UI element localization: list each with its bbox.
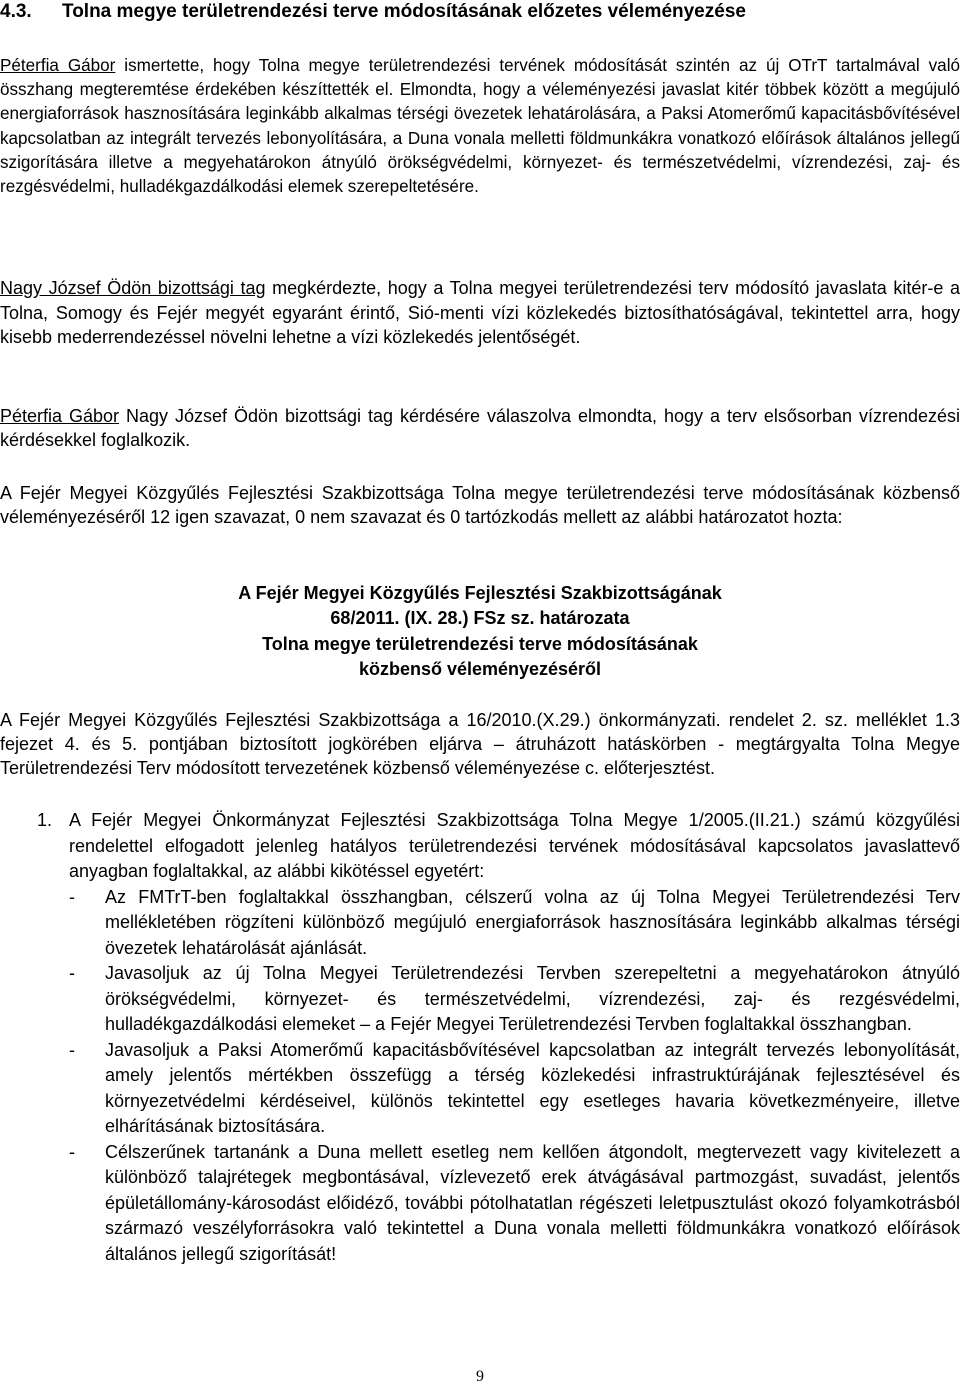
- sub-item-1: [69, 885, 960, 962]
- paragraph-text: A Fejér Megyei Közgyűlés Fejlesztési Szakbizottsága Tolna megye területrendezési terve módosításának közbenső véleményezéséről 12 igen szavazat, 0 nem szavazat és 0 tartózkodás mellett az alábbi határozatot hozta:: [0, 483, 960, 528]
- dash-bullet: -: [69, 1039, 75, 1060]
- list-intro: A Fejér Megyei Önkormányzat Fejlesztési Szakbizottsága Tolna Megye 1/2005.(II.21.) számú közgyűlési rendelettel elfogadott jelenleg hatályos területrendezési tervének módosításával kapcsolatos javaslattevő anyagban foglaltakkal, az alábbi kikötéssel egyetért:: [69, 810, 960, 881]
- resolution-line-4: közbenső véleményezéséről: [358, 659, 602, 680]
- paragraph-2: [0, 276, 960, 350]
- list-number: 1.: [37, 810, 53, 830]
- paragraph-1: [0, 54, 960, 199]
- speaker-name: Péterfia Gábor: [0, 406, 120, 426]
- sub-item-2: [69, 961, 960, 1038]
- section-number: 4.3.: [0, 1, 32, 22]
- sub-item-text: Célszerűnek tartanánk a Duna mellett esetleg nem kellően átgondolt, megtervezett vagy kivitelezett a különböző talajrétegek megbontásával, vízlevezető erek átvágásával partmozgást, suvadást, jelentős épületállomány-károsodást előidéző, további pótolhatatlan régészeti leletpusztulást okozó folyamkotrásból származó veszélyforrásokra való tekintettel a Duna vonala melletti földmunkákra vonatkozó előírások általános jellegű szigorítását!: [105, 1141, 960, 1264]
- section-title: Tolna megye területrendezési terve módosításának előzetes véleményezése: [62, 1, 746, 22]
- list-item: [69, 808, 960, 1267]
- dash-bullet: -: [69, 886, 75, 907]
- resolution-title: [0, 581, 960, 683]
- paragraph-text: ismertette, hogy Tolna megye területrendezési tervének módosítását szintén az új OTrT tartalmával való összhang megteremtése érdekében készíttették el. Elmondta, hogy a véleményezési javaslat kitér többek között a megújuló energiaforrások hasznosítására leginkább alkalmas térségi övezetek lehatárolására, a Paksi Atomerőmű kapacitásbővítésével kapcsolatban az integrált tervezés lebonyolítására, a Duna vonala melletti földmunkákra vonatkozó előírások általános jellegű szigorítására illetve a megyehatárokon átnyúló örökségvédelmi, környezet- és természetvédelmi, vízrendezési, zaj- és rezgésvédelmi, hulladékgazdálkodási elemek szerepeltetésére.: [0, 56, 960, 197]
- sub-item-4: [69, 1140, 960, 1268]
- resolution-line-3: Tolna megye területrendezési terve módosításának: [262, 633, 698, 654]
- dash-bullet: -: [69, 1141, 75, 1162]
- section-heading: [0, 0, 960, 24]
- speaker-name: Nagy József Ödön bizottsági tag: [0, 278, 266, 298]
- paragraph-5: [0, 708, 960, 781]
- speaker-name: Péterfia Gábor: [0, 56, 116, 75]
- sub-item-text: Javasoljuk az új Tolna Megyei Területrendezési Tervben szerepeltetni a megyehatárokon átnyúló örökségvédelmi, környezet- és természetvédelmi, vízrendezési, zaj- és rezgésvédelmi, hulladékgazdálkodási elemeket – a Fejér Megyei Területrendezési Tervben foglaltakkal összhangban.: [105, 963, 960, 1034]
- sub-item-3: [69, 1038, 960, 1140]
- paragraph-text: A Fejér Megyei Közgyűlés Fejlesztési Szakbizottsága a 16/2010.(X.29.) önkormányzati. rendelet 2. sz. melléklet 1.3 fejezet 4. és 5. pontjában biztosított jogkörében eljárva – átruházott hatáskörben - megtárgyalta Tolna Megye Területrendezési Terv módosított tervezetének közbenső véleményezése c. előterjesztést.: [0, 710, 960, 779]
- paragraph-text: megkérdezte, hogy a Tolna megyei területrendezési terv módosító javaslata kitér-e a Tolna, Somogy és Fejér megyét egyaránt érintő, Sió-menti vízi közlekedés biztosíthatóságával, tekintettel arra, hogy kisebb mederrendezéssel növelni lehetne a vízi közlekedés jelentőségét.: [0, 278, 960, 348]
- page-number: 9: [476, 1368, 484, 1385]
- sub-item-text: Javasoljuk a Paksi Atomerőmű kapacitásbővítésével kapcsolatban az integrált tervezés lebonyolítását, amely jelentős mértékben összefügg a térség közlekedési infrastruktúrájának fejlesztésével és környezetvédelmi kérdéseivel, különös tekintettel egy esetleges havaria következményeire, illetve elhárításának biztosítására.: [105, 1039, 960, 1136]
- paragraph-text: Nagy József Ödön bizottsági tag kérdésére válaszolva elmondta, hogy a terv elsősorban vízrendezési kérdésekkel foglalkozik.: [0, 406, 960, 451]
- resolution-line-1: A Fejér Megyei Közgyűlés Fejlesztési Szakbizottságának: [238, 583, 722, 603]
- resolution-line-2: 68/2011. (IX. 28.) FSz sz. határozata: [330, 608, 630, 629]
- paragraph-4: [0, 481, 960, 529]
- dash-bullet: -: [69, 963, 75, 983]
- paragraph-3: [0, 404, 960, 452]
- sub-item-text: Az FMTrT-ben foglaltakkal összhangban, célszerű volna az új Tolna Megyei Területrendezési Terv mellékletében rögzíteni különböző megújuló energiaforrások hasznosítására leginkább alkalmas térségi övezetek lehatárolását ajánlását.: [105, 886, 960, 958]
